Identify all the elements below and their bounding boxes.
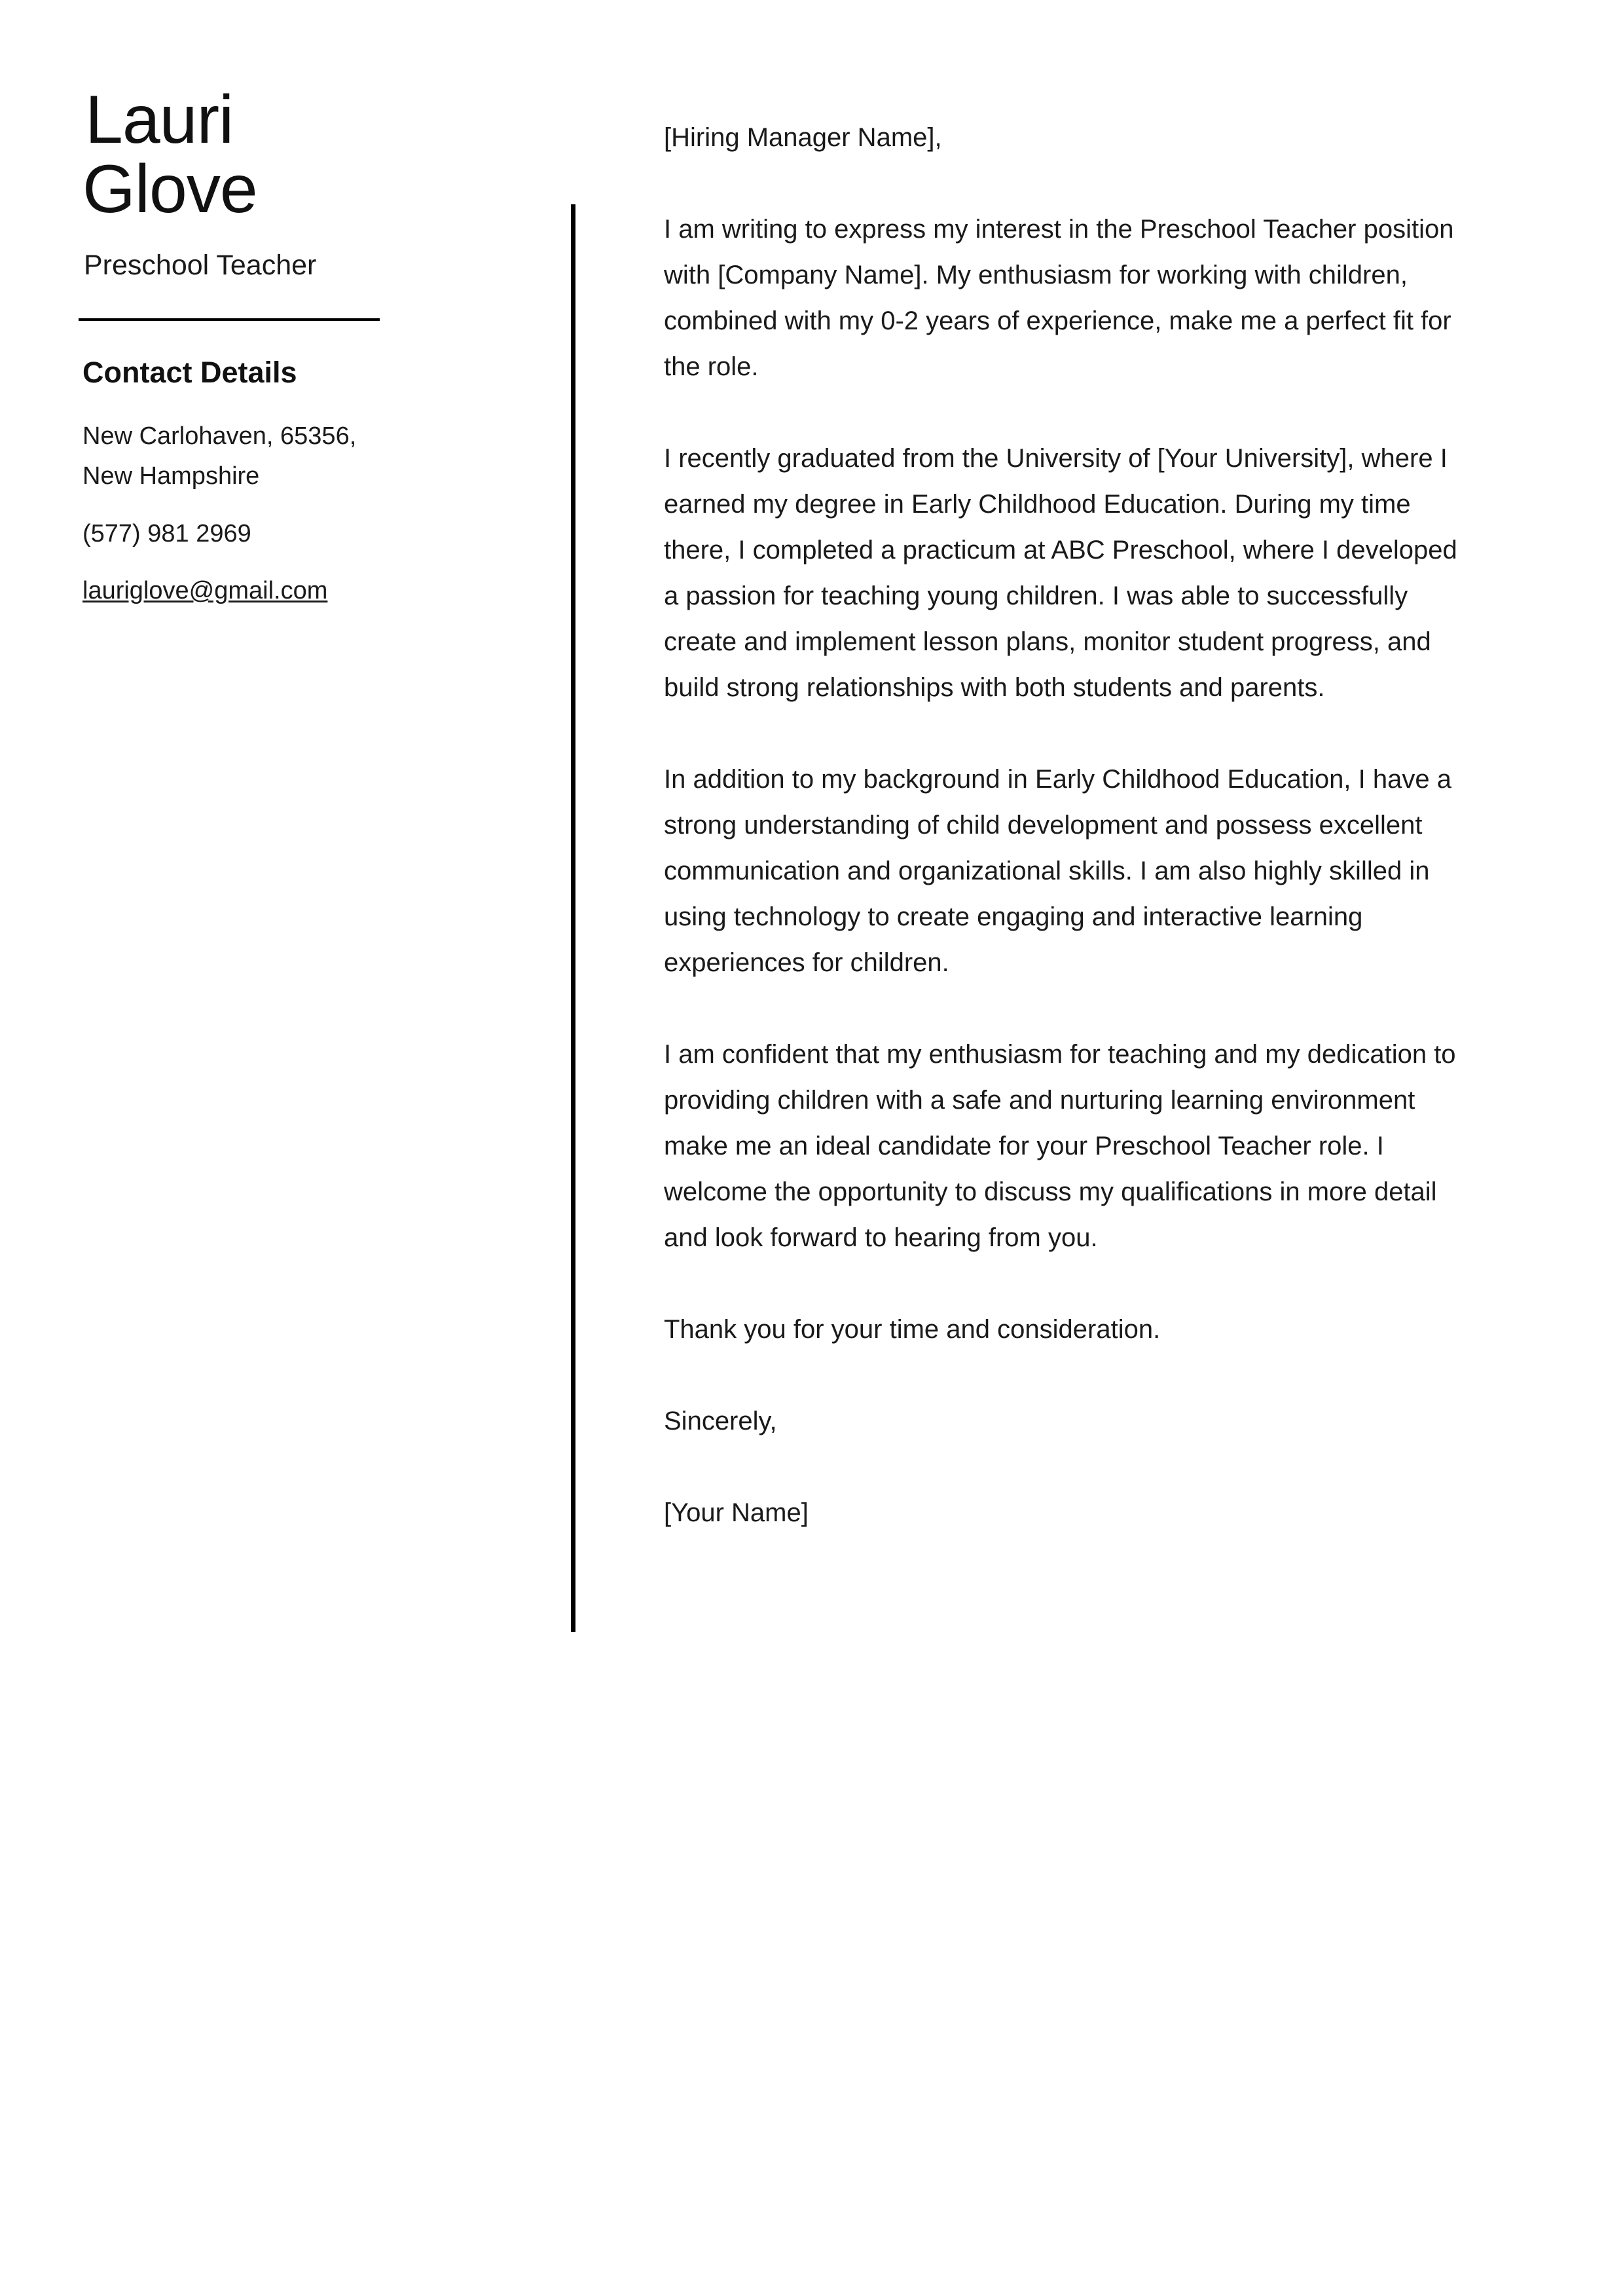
contact-address-line-1: New Carlohaven, 65356,: [82, 422, 357, 450]
letter-signoff: Sincerely,: [664, 1407, 777, 1435]
letter-salutation: [Hiring Manager Name],: [664, 123, 942, 152]
sidebar: [82, 82, 501, 612]
applicant-name: [82, 82, 501, 228]
letter-thank-you: Thank you for your time and consideration.: [664, 1315, 1161, 1344]
letter-paragraph-2: I recently graduated from the University of [Your University], where I earned my degree in Early Childhood Education. During my time there, I completed a practicum at ABC Preschool, where I developed a passion for teaching young children. I was able to successfully create and implement lesson plans, monitor student progress, and build strong relationships with both students and parents.: [664, 444, 1457, 702]
letter-paragraph-1: I am writing to express my interest in the Preschool Teacher position with [Company Name]. My enthusiasm for working with children, combined with my 0-2 years of experience, make me a perfect fit for the role.: [664, 215, 1454, 381]
applicant-first-name: Lauri: [85, 82, 234, 158]
contact-details-list: [82, 417, 501, 612]
letter-paragraph-4: I am confident that my enthusiasm for teaching and my dedication to providing children with a safe and nurturing learning environment make me an ideal candidate for your Preschool Teacher role. I welcome the opportunity to discuss my qualifications in more detail and look forward to hearing from you.: [664, 1040, 1456, 1252]
letter-signature-name: [Your Name]: [664, 1498, 809, 1527]
vertical-divider: [571, 204, 575, 1632]
contact-phone-group: [82, 514, 501, 555]
contact-details-heading: Contact Details: [82, 355, 297, 389]
job-title: Preschool Teacher: [84, 250, 317, 282]
applicant-last-name: Glove: [82, 151, 257, 228]
contact-address-line-2: New Hampshire: [82, 462, 260, 491]
contact-email-group: [82, 571, 501, 612]
letter-paragraph-3: In addition to my background in Early Childhood Education, I have a strong understanding of child development and possess excellent communication and organizational skills. I am also highly skilled in using technology to create engaging and interactive learning experiences for children.: [664, 765, 1451, 977]
contact-phone[interactable]: (577) 981 2969: [82, 519, 251, 547]
contact-email-link[interactable]: lauriglove@gmail.com: [82, 577, 328, 605]
sidebar-divider-rule: [79, 318, 380, 321]
letter-body: [664, 115, 1479, 1536]
